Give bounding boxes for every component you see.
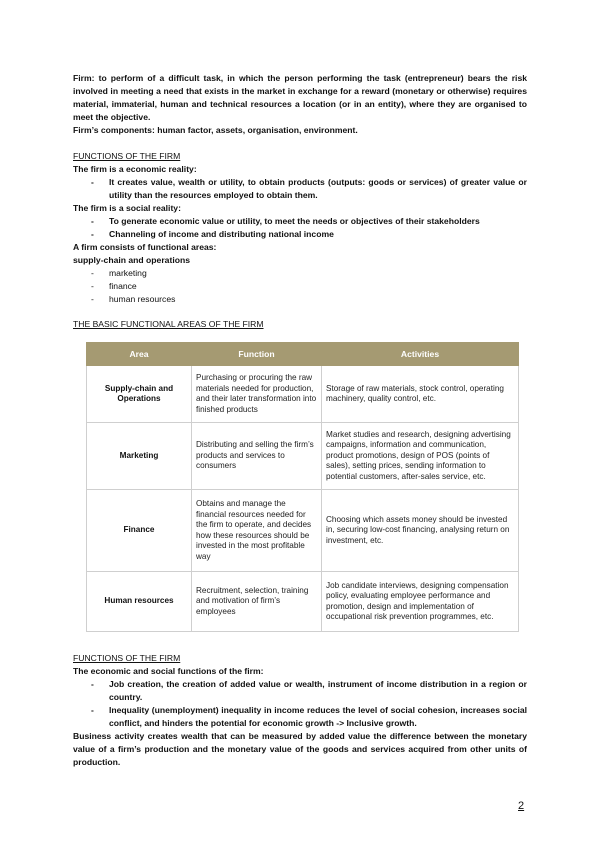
cell-area: Human resources <box>87 572 192 632</box>
economic-social-heading: The economic and social functions of the firm: <box>73 666 264 676</box>
table-row <box>87 490 519 572</box>
cell-function: Recruitment, selection, training and motivation of firm’s employees <box>192 572 322 632</box>
page-number: 2 <box>518 800 525 812</box>
cell-function: Obtains and manage the financial resources needed for the firm to operate, and decides how these resources should be invested in the most profitable way <box>192 490 322 572</box>
closing-paragraph: Business activity creates wealth that can be measured by added value the difference between the monetary value of a firm’s production and the monetary value of the goods and services acquired from other units of production. <box>73 731 527 767</box>
header-function: Function <box>192 343 322 366</box>
spacer <box>73 137 527 150</box>
functional-areas-table <box>86 342 519 632</box>
header-activities: Activities <box>322 343 519 366</box>
list-item: - Inequality (unemployment) inequality in income reduces the level of social cohesion, increases social conflict, and hinders the potential for economic growth -> Inclusive growth. <box>91 705 527 728</box>
upper-content <box>73 72 527 331</box>
section-title-functions-2: FUNCTIONS OF THE FIRM <box>73 653 181 663</box>
table-title: THE BASIC FUNCTIONAL AREAS OF THE FIRM <box>73 319 264 329</box>
areas-list <box>73 267 527 306</box>
economic-heading: The firm is a economic reality: <box>73 164 197 174</box>
list-item: - marketing <box>91 268 147 278</box>
list-item: - It creates value, wealth or utility, to obtain products (outputs: goods or services) of greater value or utility than the resources employed to obtain them. <box>91 177 527 200</box>
cell-function: Distributing and selling the firm’s products and services to consumers <box>192 423 322 490</box>
economic-list <box>73 176 527 202</box>
cell-function: Purchasing or procuring the raw materials needed for production, and their later transformation into finished products <box>192 366 322 423</box>
firm-components: Firm’s components: human factor, assets, organisation, environment. <box>73 125 358 135</box>
section-title-functions: FUNCTIONS OF THE FIRM <box>73 151 181 161</box>
table-row <box>87 572 519 632</box>
table-row <box>87 366 519 423</box>
table-row <box>87 423 519 490</box>
list-item: - human resources <box>91 294 176 304</box>
cell-activities: Market studies and research, designing advertising campaigns, information and communication, product promotions, design of POS (points of sales), setting prices, sending information to potential customers, after-sales service, etc. <box>322 423 519 490</box>
list-item: - Job creation, the creation of added value or wealth, instrument of income distribution in a region or country. <box>91 679 527 702</box>
cell-activities: Job candidate interviews, designing compensation policy, evaluating employee performance and promotion, design and implementation of occupational risk prevention programmes, etc. <box>322 572 519 632</box>
areas-first-item: supply-chain and operations <box>73 255 190 265</box>
cell-activities: Storage of raw materials, stock control, operating machinery, quality control, etc. <box>322 366 519 423</box>
cell-area: Finance <box>87 490 192 572</box>
list-item: - Channeling of income and distributing national income <box>91 229 334 239</box>
social-list <box>73 215 527 241</box>
cell-activities: Choosing which assets money should be invested in, securing low-cost financing, analysing return on investment, etc. <box>322 490 519 572</box>
cell-area: Supply-chain and Operations <box>87 366 192 423</box>
areas-heading: A firm consists of functional areas: <box>73 242 217 252</box>
header-area: Area <box>87 343 192 366</box>
firm-definition: Firm: to perform of a difficult task, in which the person performing the task (entrepreneur) bears the risk involved in meeting a need that exists in the market in exchange for a reward (monetary or otherwise) requires material, immaterial, human and technical resources a location (or in an entity), where they are organised to meet the objective. <box>73 73 527 122</box>
social-heading: The firm is a social reality: <box>73 203 181 213</box>
lower-content <box>73 652 527 769</box>
cell-area: Marketing <box>87 423 192 490</box>
economic-social-list <box>73 678 527 730</box>
table-header-row <box>87 343 519 366</box>
list-item: - To generate economic value or utility, to meet the needs or objectives of their stakeholders <box>91 216 480 226</box>
list-item: - finance <box>91 281 137 291</box>
